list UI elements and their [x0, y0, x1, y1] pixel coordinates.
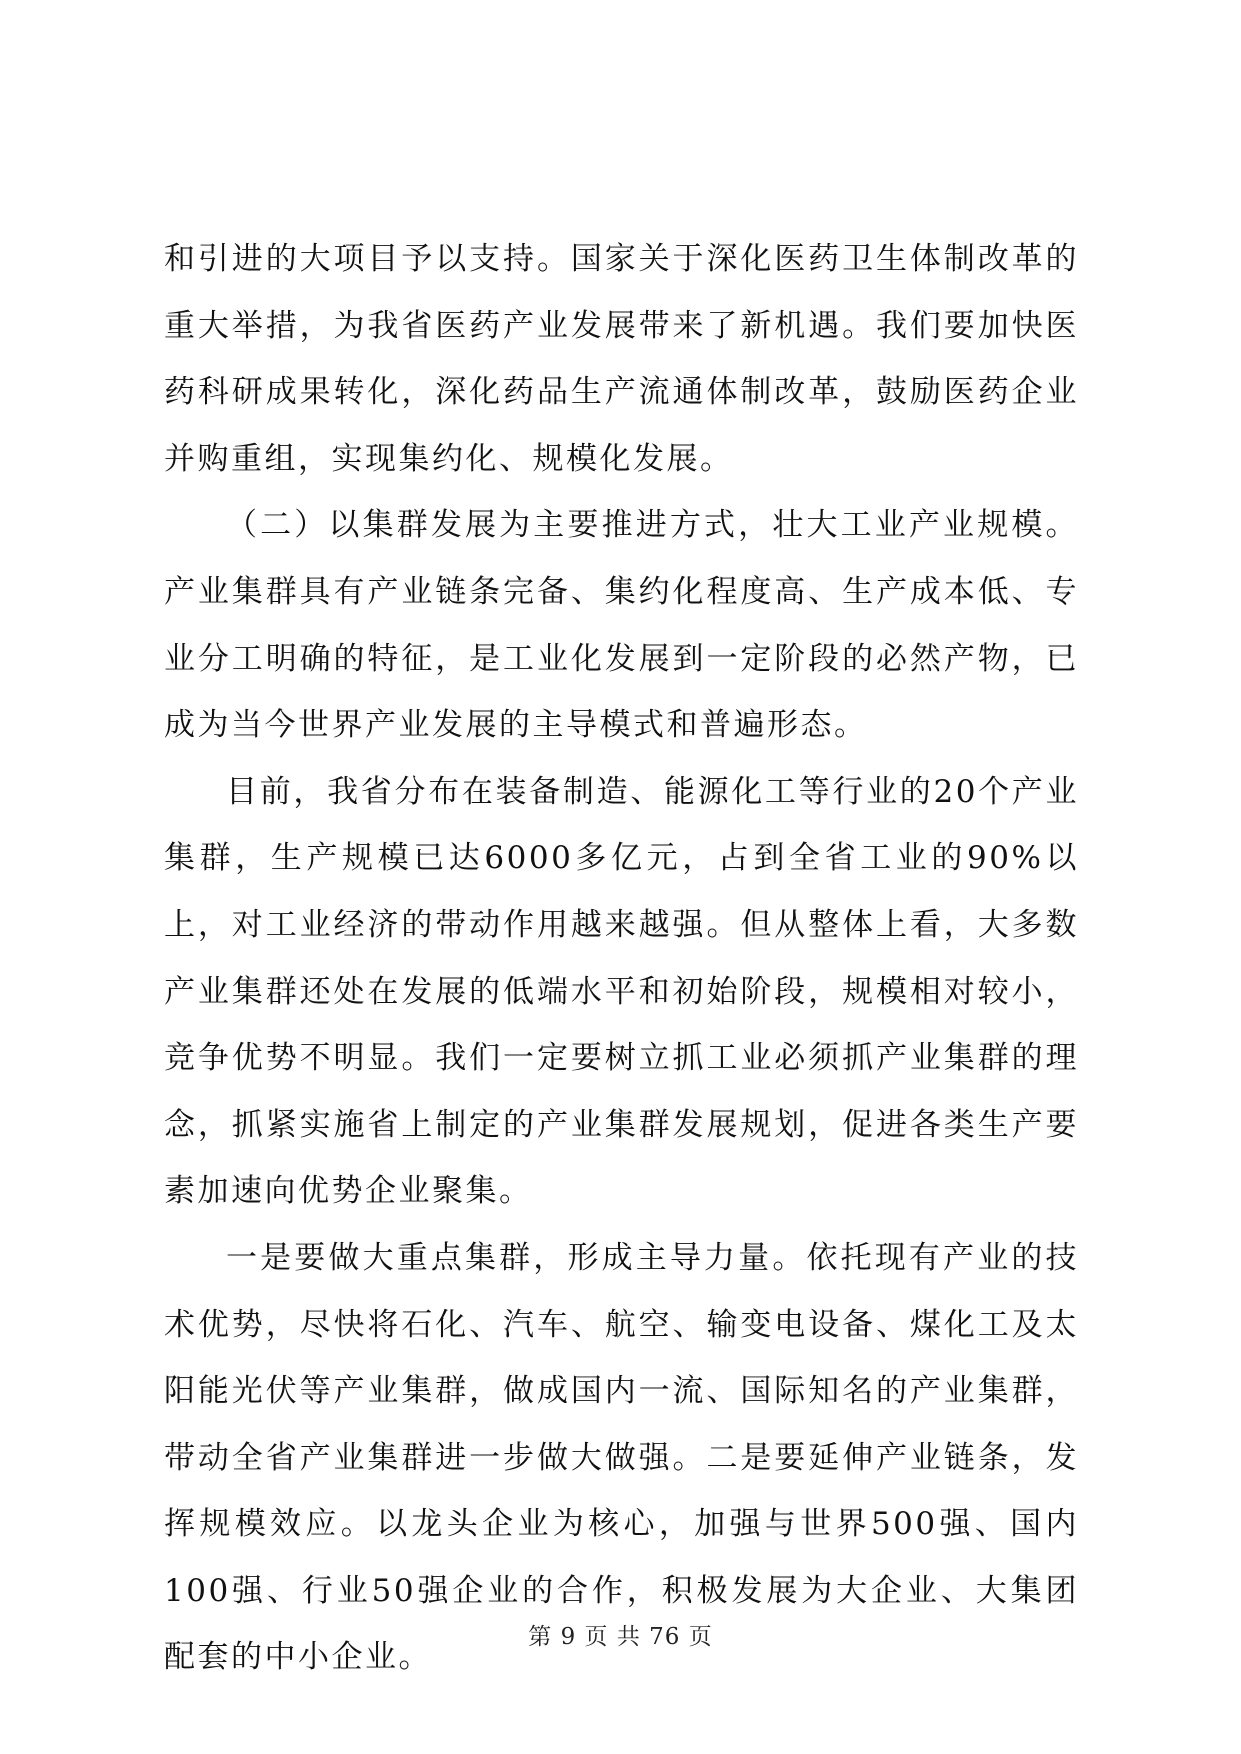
paragraph-4: 一是要做大重点集群，形成主导力量。依托现有产业的技术优势，尽快将石化、汽车、航空、输变电设备、煤化工及太阳能光伏等产业集群，做成国内一流、国际知名的产业集群，带动全省产业集群进一步做大做强。二是要延伸产业链条，发挥规模效应。以龙头企业为核心，加强与世界500强、国内100强、行业50强企业的合作，积极发展为大企业、大集团配套的中小企业。	[164, 1239, 1079, 1676]
page-number-footer: 第 9 页 共 76 页	[528, 1624, 713, 1650]
paragraph-1: 和引进的大项目予以支持。国家关于深化医药卫生体制改革的重大举措，为我省医药产业发展带来了新机遇。我们要加快医药科研成果转化，深化药品生产流通体制改革，鼓励医药企业并购重组，实现集约化、规模化发展。	[164, 241, 1079, 477]
paragraph-3: 目前，我省分布在装备制造、能源化工等行业的20个产业集群，生产规模已达6000多亿元，占到全省工业的90%以上，对工业经济的带动作用越来越强。但从整体上看，大多数产业集群还处在发展的低端水平和初始阶段，规模相对较小，竞争优势不明显。我们一定要树立抓工业必须抓产业集群的理念，抓紧实施省上制定的产业集群发展规划，促进各类生产要素加速向优势企业聚集。	[164, 773, 1079, 1210]
document-body	[164, 226, 1079, 1691]
paragraph-2: （二）以集群发展为主要推进方式，壮大工业产业规模。产业集群具有产业链条完备、集约化程度高、生产成本低、专业分工明确的特征，是工业化发展到一定阶段的必然产物，已成为当今世界产业发展的主导模式和普遍形态。	[164, 507, 1079, 744]
